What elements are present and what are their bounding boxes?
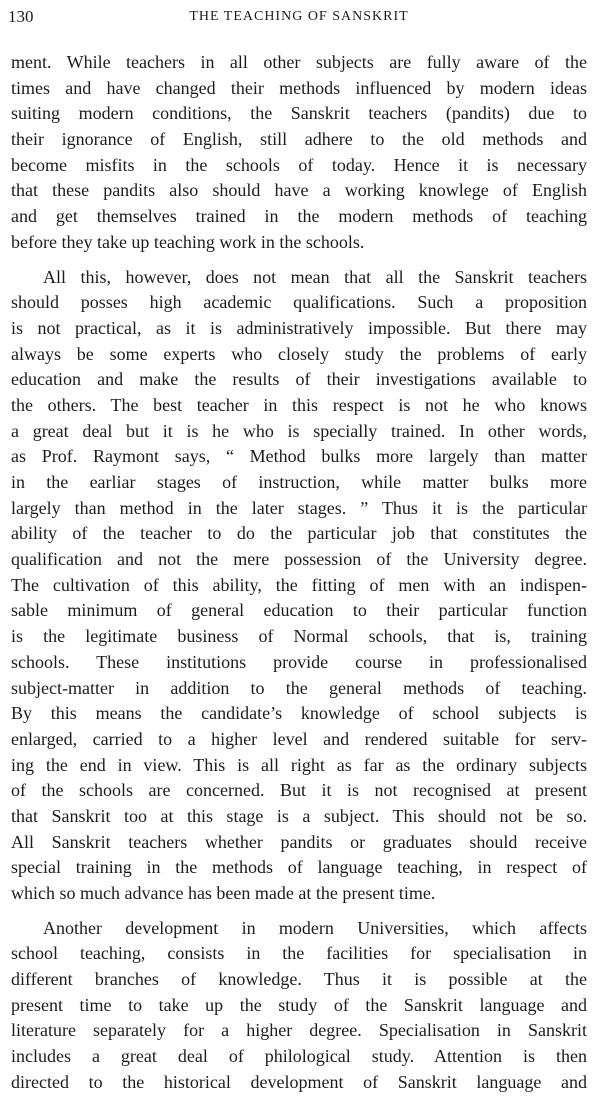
text-line: literature separately for a higher degree. Specialisation in Sanskrit — [11, 1020, 587, 1041]
text-line: special training in the methods of language teaching, in respect of — [11, 857, 587, 878]
text-line: in the earliar stages of instruction, while matter bulks more — [11, 472, 587, 492]
text-line: is the legitimate business of Normal schools, that is, training — [11, 626, 587, 647]
text-line: different branches of knowledge. Thus it is possible at the — [11, 969, 587, 990]
text-line: of the schools are concerned. But it is not recognised at present — [11, 780, 587, 801]
running-head: THE TEACHING OF SANSKRIT — [189, 9, 409, 24]
text-line: which so much advance has been made at the present time. — [11, 883, 436, 903]
text-line: largely than method in the later stages. ” Thus it is the particular — [11, 497, 587, 518]
text-line: always be some experts who closely study the problems of early — [11, 343, 587, 364]
text-line: present time to take up the study of the Sanskrit language and — [11, 994, 587, 1015]
text-line: subject-matter in addition to the general methods of teaching. — [11, 677, 587, 698]
text-line: is not practical, as it is administratively impossible. But there may — [11, 317, 587, 338]
text-line: directed to the historical development of Sanskrit language and — [11, 1071, 587, 1092]
text-line: All this, however, does not mean that all the Sanskrit teachers — [43, 266, 587, 287]
text-line: and get themselves trained in the modern methods of teaching — [11, 206, 587, 227]
text-line: schools. These institutions provide course in professionalised — [11, 651, 587, 672]
text-line: All Sanskrit teachers whether pandits or graduates should receive — [11, 831, 587, 852]
text-line: includes a great deal of philological study. Attention is then — [11, 1046, 587, 1067]
paragraph-3 — [11, 916, 587, 1096]
text-line: suiting modern conditions, the Sanskrit teachers (pandits) due to — [11, 103, 587, 124]
text-line: The cultivation of this ability, the fitting of men with an indispen- — [11, 574, 587, 595]
text-line: the others. The best teacher in this respect is not he who knows — [11, 394, 587, 415]
paragraph-2 — [11, 265, 587, 907]
text-line: ing the end in view. This is all right as far as the ordinary subjects — [11, 754, 587, 775]
text-line: ment. While teachers in all other subjects are fully aware of the — [11, 52, 587, 72]
text-line: should posses high academic qualifications. Such a proposition — [11, 292, 587, 313]
text-line: as Prof. Raymont says, “ Method bulks more largely than matter — [11, 446, 587, 467]
text-line: a great deal but it is he who is specially trained. In other words, — [11, 420, 587, 441]
text-line: qualification and not the mere possession of the University degree. — [11, 549, 587, 570]
paragraph-1 — [11, 50, 587, 256]
text-line: that these pandits also should have a working knowlege of English — [11, 180, 587, 201]
text-line: By this means the candidate’s knowledge of school subjects is — [11, 703, 587, 724]
text-line: before they take up teaching work in the schools. — [11, 231, 365, 252]
text-line: their ignorance of English, still adhere to the old methods and — [11, 129, 587, 150]
text-line: school teaching, consists in the facilities for specialisation in — [11, 943, 587, 964]
text-line: enlarged, carried to a higher level and rendered suitable for serv- — [11, 728, 587, 749]
page-header — [8, 7, 590, 31]
text-line: that Sanskrit too at this stage is a subject. This should not be so. — [11, 805, 587, 826]
page-number: 130 — [8, 7, 34, 26]
body-text — [11, 50, 587, 1096]
text-line: sable minimum of general education to their particular function — [11, 600, 587, 621]
text-line: become misfits in the schools of today. Hence it is necessary — [11, 154, 587, 175]
text-line: Another development in modern Universities, which affects — [43, 917, 587, 938]
text-line: times and have changed their methods influenced by modern ideas — [11, 77, 587, 98]
text-line: ability of the teacher to do the particular job that constitutes the — [11, 523, 587, 544]
text-line: education and make the results of their investigations available to — [11, 369, 587, 390]
